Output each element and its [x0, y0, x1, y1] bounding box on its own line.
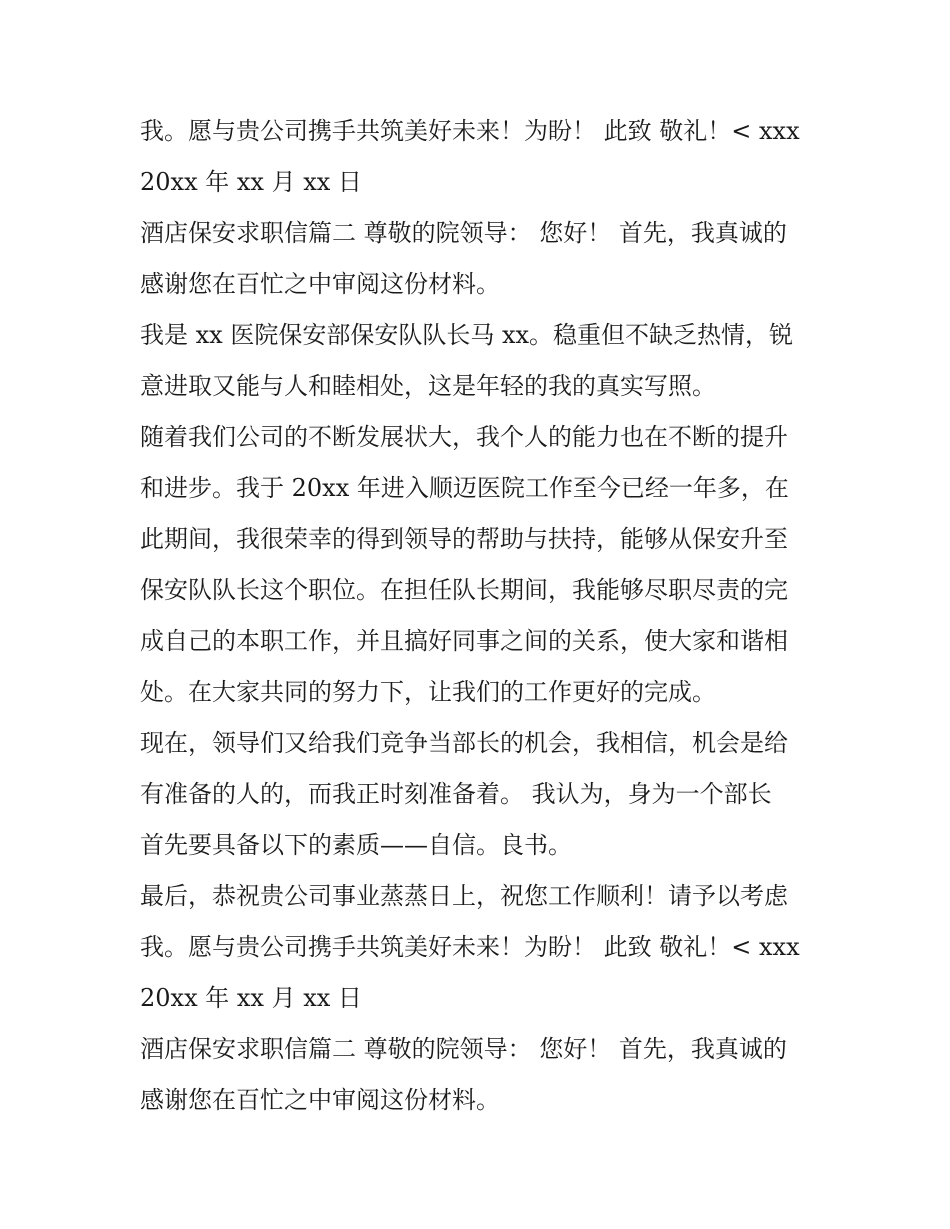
- text-line-19: 酒店保安求职信篇二 尊敬的院领导： 您好！ 首先，我真诚的: [140, 1035, 787, 1063]
- text-line-15: 首先要具备以下的素质——自信。良书。: [140, 831, 572, 859]
- text-line-2: 20xx 年 xx 月 xx 日: [140, 168, 362, 196]
- text-line-14: 有准备的人的，而我正时刻准备着。 我认为，身为一个部长: [140, 780, 772, 808]
- text-line-20: 感谢您在百忙之中审阅这份材料。: [140, 1086, 500, 1114]
- text-line-3: 酒店保安求职信篇二 尊敬的院领导： 您好！ 首先，我真诚的: [140, 219, 787, 247]
- text-line-5: 我是 xx 医院保安部保安队队长马 xx。稳重但不缺乏热情，锐: [140, 321, 794, 349]
- text-line-9: 此期间，我很荣幸的得到领导的帮助与扶持，能够从保安升至: [140, 525, 788, 553]
- text-line-6: 意进取又能与人和睦相处，这是年轻的我的真实写照。: [140, 372, 716, 400]
- text-line-7: 随着我们公司的不断发展状大，我个人的能力也在不断的提升: [140, 423, 788, 451]
- text-line-13: 现在，领导们又给我们竞争当部长的机会，我相信，机会是给: [140, 729, 788, 757]
- text-line-12: 处。在大家共同的努力下，让我们的工作更好的完成。: [140, 678, 716, 706]
- document-body: [140, 106, 820, 1126]
- text-line-8: 和进步。我于 20xx 年进入顺迈医院工作至今已经一年多，在: [140, 474, 789, 502]
- text-line-1: 我。愿与贵公司携手共筑美好未来！为盼！ 此致 敬礼！< xxx: [140, 117, 800, 145]
- text-line-10: 保安队队长这个职位。在担任队长期间，我能够尽职尽责的完: [140, 576, 788, 604]
- text-line-4: 感谢您在百忙之中审阅这份材料。: [140, 270, 500, 298]
- text-line-11: 成自己的本职工作，并且搞好同事之间的关系，使大家和谐相: [140, 627, 788, 655]
- text-line-18: 20xx 年 xx 月 xx 日: [140, 984, 362, 1012]
- text-line-17: 我。愿与贵公司携手共筑美好未来！为盼！ 此致 敬礼！< xxx: [140, 933, 800, 961]
- text-line-16: 最后，恭祝贵公司事业蒸蒸日上，祝您工作顺利！请予以考虑: [140, 882, 788, 910]
